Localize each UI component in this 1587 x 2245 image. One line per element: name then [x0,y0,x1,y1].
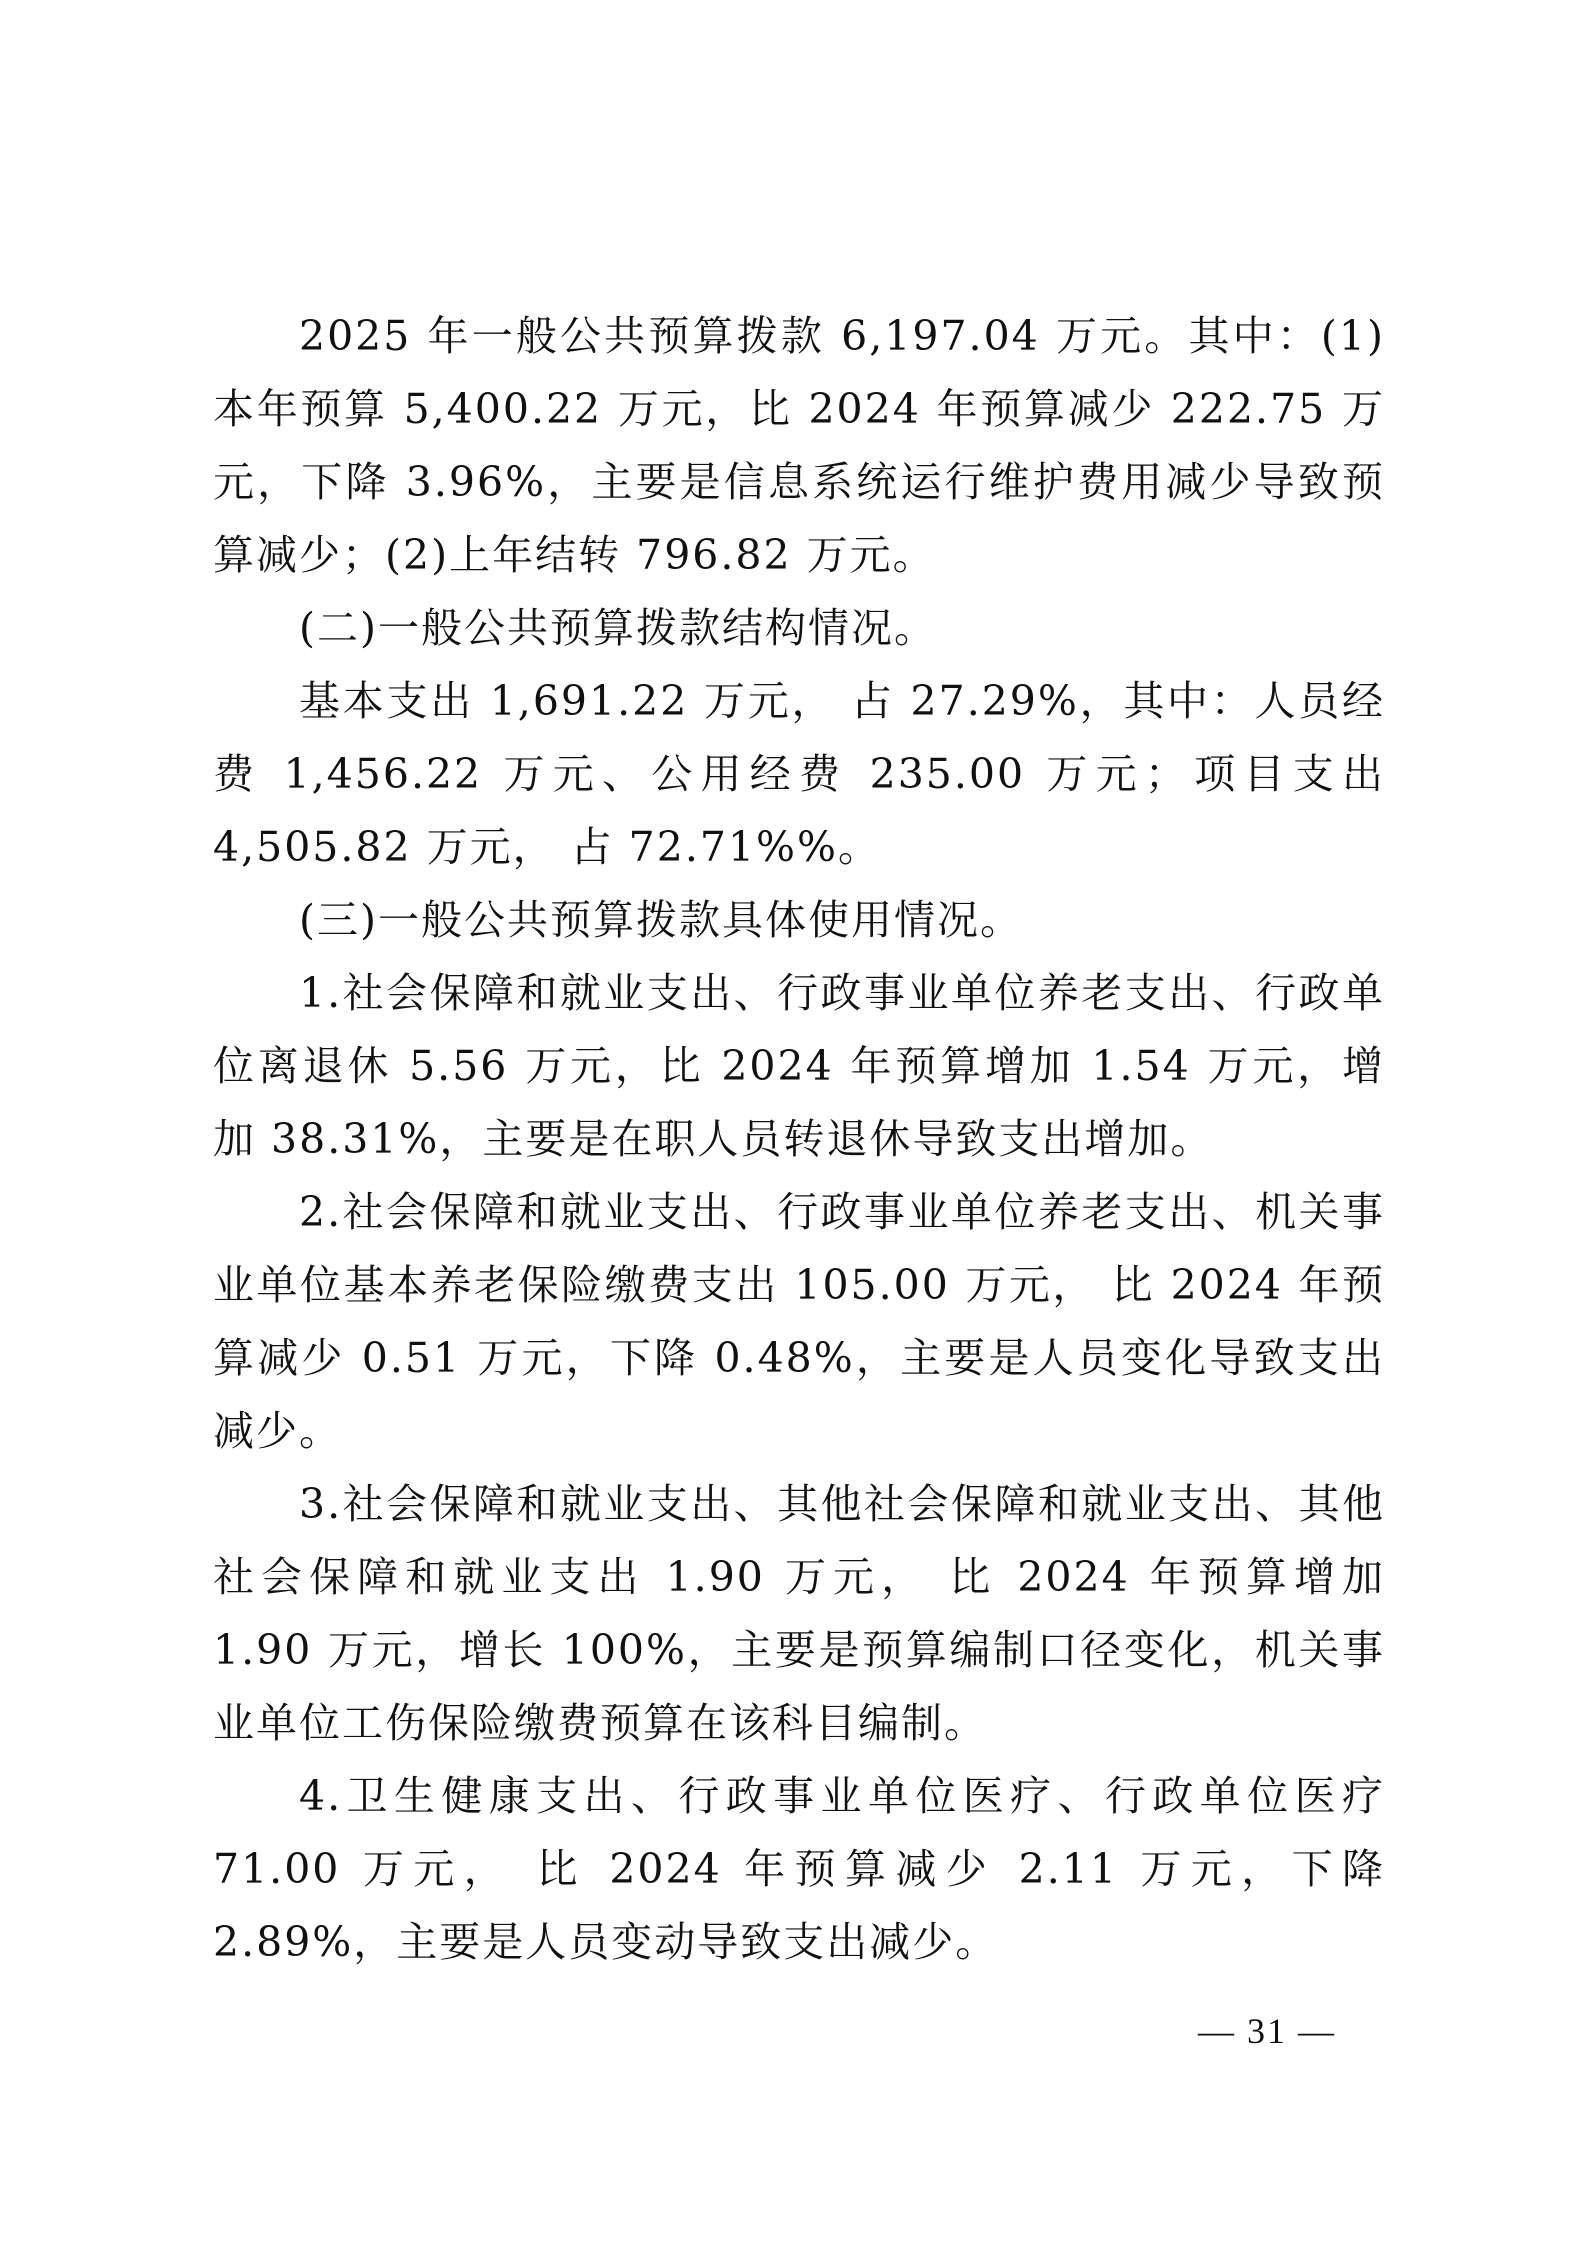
paragraph-budget-total: 2025 年一般公共预算拨款 6,197.04 万元。其中：(1)本年预算 5,400.22 万元，比 2024 年预算减少 222.75 万元，下降 3.96%，主要是信息系统运行维护费用减少导致预算减少；(2)上年结转 796.82 万元。 [213,312,1385,579]
page-number: — 31 — [1198,2011,1336,2051]
paragraph-item-3: 3.社会保障和就业支出、其他社会保障和就业支出、其他社会保障和就业支出 1.90 万元， 比 2024 年预算增加 1.90 万元，增长 100%，主要是预算编制口径变化，机关事业单位工伤保险缴费预算在该科目编制。 [213,1480,1385,1747]
paragraph-item-2: 2.社会保障和就业支出、行政事业单位养老支出、机关事业单位基本养老保险缴费支出 105.00 万元， 比 2024 年预算减少 0.51 万元，下降 0.48%，主要是人员变化导致支出减少。 [213,1188,1385,1455]
section-heading-structure: (二)一般公共预算拨款结构情况。 [299,604,937,652]
document-body [213,300,1385,1979]
paragraph-structure: 基本支出 1,691.22 万元， 占 27.29%，其中：人员经费 1,456.22 万元、公用经费 235.00 万元；项目支出 4,505.82 万元， 占 72.71%%。 [213,677,1385,871]
paragraph-item-4: 4.卫生健康支出、行政事业单位医疗、行政单位医疗 71.00 万元， 比 2024 年预算减少 2.11 万元，下降 2.89%，主要是人员变动导致支出减少。 [213,1772,1385,1966]
paragraph-item-1: 1.社会保障和就业支出、行政事业单位养老支出、行政单位离退休 5.56 万元，比 2024 年预算增加 1.54 万元，增加 38.31%，主要是在职人员转退休导致支出增加。 [213,969,1385,1163]
section-heading-usage: (三)一般公共预算拨款具体使用情况。 [299,896,1023,944]
